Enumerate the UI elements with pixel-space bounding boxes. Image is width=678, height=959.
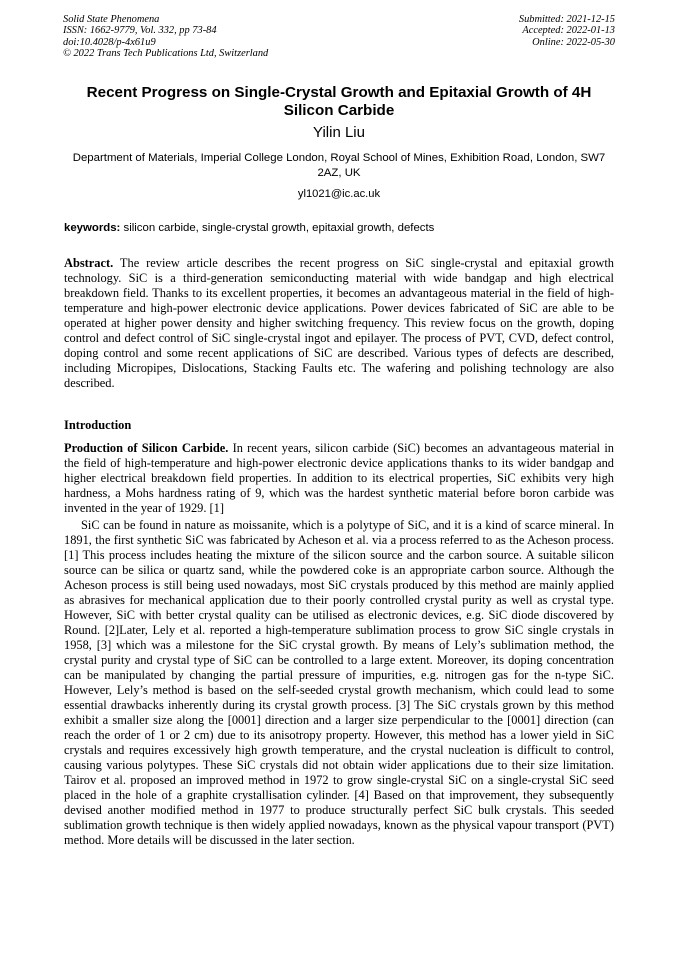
copyright: © 2022 Trans Tech Publications Ltd, Switzerland (63, 47, 269, 59)
keywords (64, 221, 616, 235)
intro-paragraph-1 (64, 441, 614, 516)
author-name: Yilin Liu (313, 124, 365, 141)
abstract (64, 256, 614, 391)
keywords-text: silicon carbide, single-crystal growth, epitaxial growth, defects (120, 222, 435, 234)
abstract-text: The review article describes the recent progress on SiC single-crystal and epitaxial growth technology. SiC is a third-generation semiconducting material with wide bandgap and high electrical breakdown field. Thanks to its excellent properties, it becomes an advantageous material in the field of high-temperature and high-power electronic device applications. Power devices fabricated of SiC are able to be operated at higher power density and higher switching frequency. This review focus on the growth, doping control and defect control of SiC single-crystal ingot and epilayer. The process of PVT, CVD, defect control, doping control and some recent applications of SiC are described. Various types of defects are described, including Micropipes, Dislocations, Stacking Faults etc. The wafering and polishing technology are also described. (64, 256, 614, 390)
paragraph-lead: Production of Silicon Carbide. (64, 441, 229, 455)
paragraph-text: In recent years, silicon carbide (SiC) becomes an advantageous material in the field of high-temperature and high-power electronic device applications thanks to its wider bandgap and higher electrical breakdown field properties. In addition to its electrical properties, SiC exhibits very high hardness, a Mohs hardness rating of 9, which was the hardest synthetic material before boron carbide was invented in the year of 1929. [1] (64, 441, 614, 515)
section-heading-introduction: Introduction (64, 418, 132, 432)
intro-paragraph-2: SiC can be found in nature as moissanite, which is a polytype of SiC, and it is a kind of scarce mineral. In 1891, the first synthetic SiC was fabricated by Acheson et al. via a process referred to as the Acheson process. [1] This process includes heating the mixture of the silicon source and the carbon source. A suitable silicon source can be silica or quartz sand, while the powdered coke is an appropriate carbon source. Although the Acheson process is still being used nowadays, most SiC crystals produced by this method are mainly applied as abrasives for mechanical application due to their poorly controlled crystal purity as well as crystal type. However, SiC with better crystal quality can be utilised as electronic devices, e.g. SiC diode discovered by Round. [2]Later, Lely et al. reported a high-temperature sublimation process to grow SiC single crystals in 1958, [3] which was a milestone for the SiC crystal growth. By means of Lely’s sublimation method, the crystal purity and crystal type of SiC can be controlled to a large extent. Moreover, its doping concentration can be manipulated by changing the partial pressure of impurities, e.g. nitrogen gas for the n-type SiC. However, Lely’s method is based on the self-seeded crystal growth mechanism, which could lead to some essential drawbacks inherently during its crystal growth process. [3] The SiC crystals grown by this method exhibit a smaller size along the [0001] direction and a larger size perpendicular to the [0001] direction (can reach the order of 1 or 2 cm) due to its anisotropy property. However, this method has a lower yield in SiC crystals and requires excessively high growth temperature, and the crystal nucleation is difficult to control, causing various polytypes. These SiC crystals did not obtain wider applications due to their size limitation. Tairov et al. proposed an improved method in 1972 to grow single-crystal SiC on a single-crystal SiC seed placed in the hole of a graphite crystallisation cylinder. [4] Based on that improvement, they subsequently devised another modified method in 1977 to produce structurally perfect SiC bulk crystals. This seeded sublimation growth technique is then widely applied nowadays, known as the physical vapour transport (PVT) method. More details will be discussed in the later section. (64, 518, 614, 847)
author-email[interactable]: yl1021@ic.ac.uk (297, 188, 381, 200)
journal-issn: ISSN: 1662-9779, Vol. 332, pp 73-84 (63, 25, 217, 37)
publication-dates (519, 14, 615, 48)
affiliation: Department of Materials, Imperial College London, Royal School of Mines, Exhibition Road, London, SW7 2AZ, UK (72, 152, 606, 179)
journal-info (63, 14, 268, 59)
journal-name: Solid State Phenomena (63, 14, 160, 25)
submitted-date: Submitted: 2021-12-15 (518, 14, 615, 25)
paper-title: Recent Progress on Single-Crystal Growth and Epitaxial Growth of 4H Silicon Carbide (86, 84, 592, 119)
online-date: Online: 2022-05-30 (532, 36, 615, 48)
doi: doi:10.4028/p-4x61u9 (63, 36, 156, 48)
accepted-date: Accepted: 2022-01-13 (522, 25, 615, 37)
abstract-label: Abstract. (64, 256, 114, 270)
keywords-label: keywords: (64, 222, 121, 234)
